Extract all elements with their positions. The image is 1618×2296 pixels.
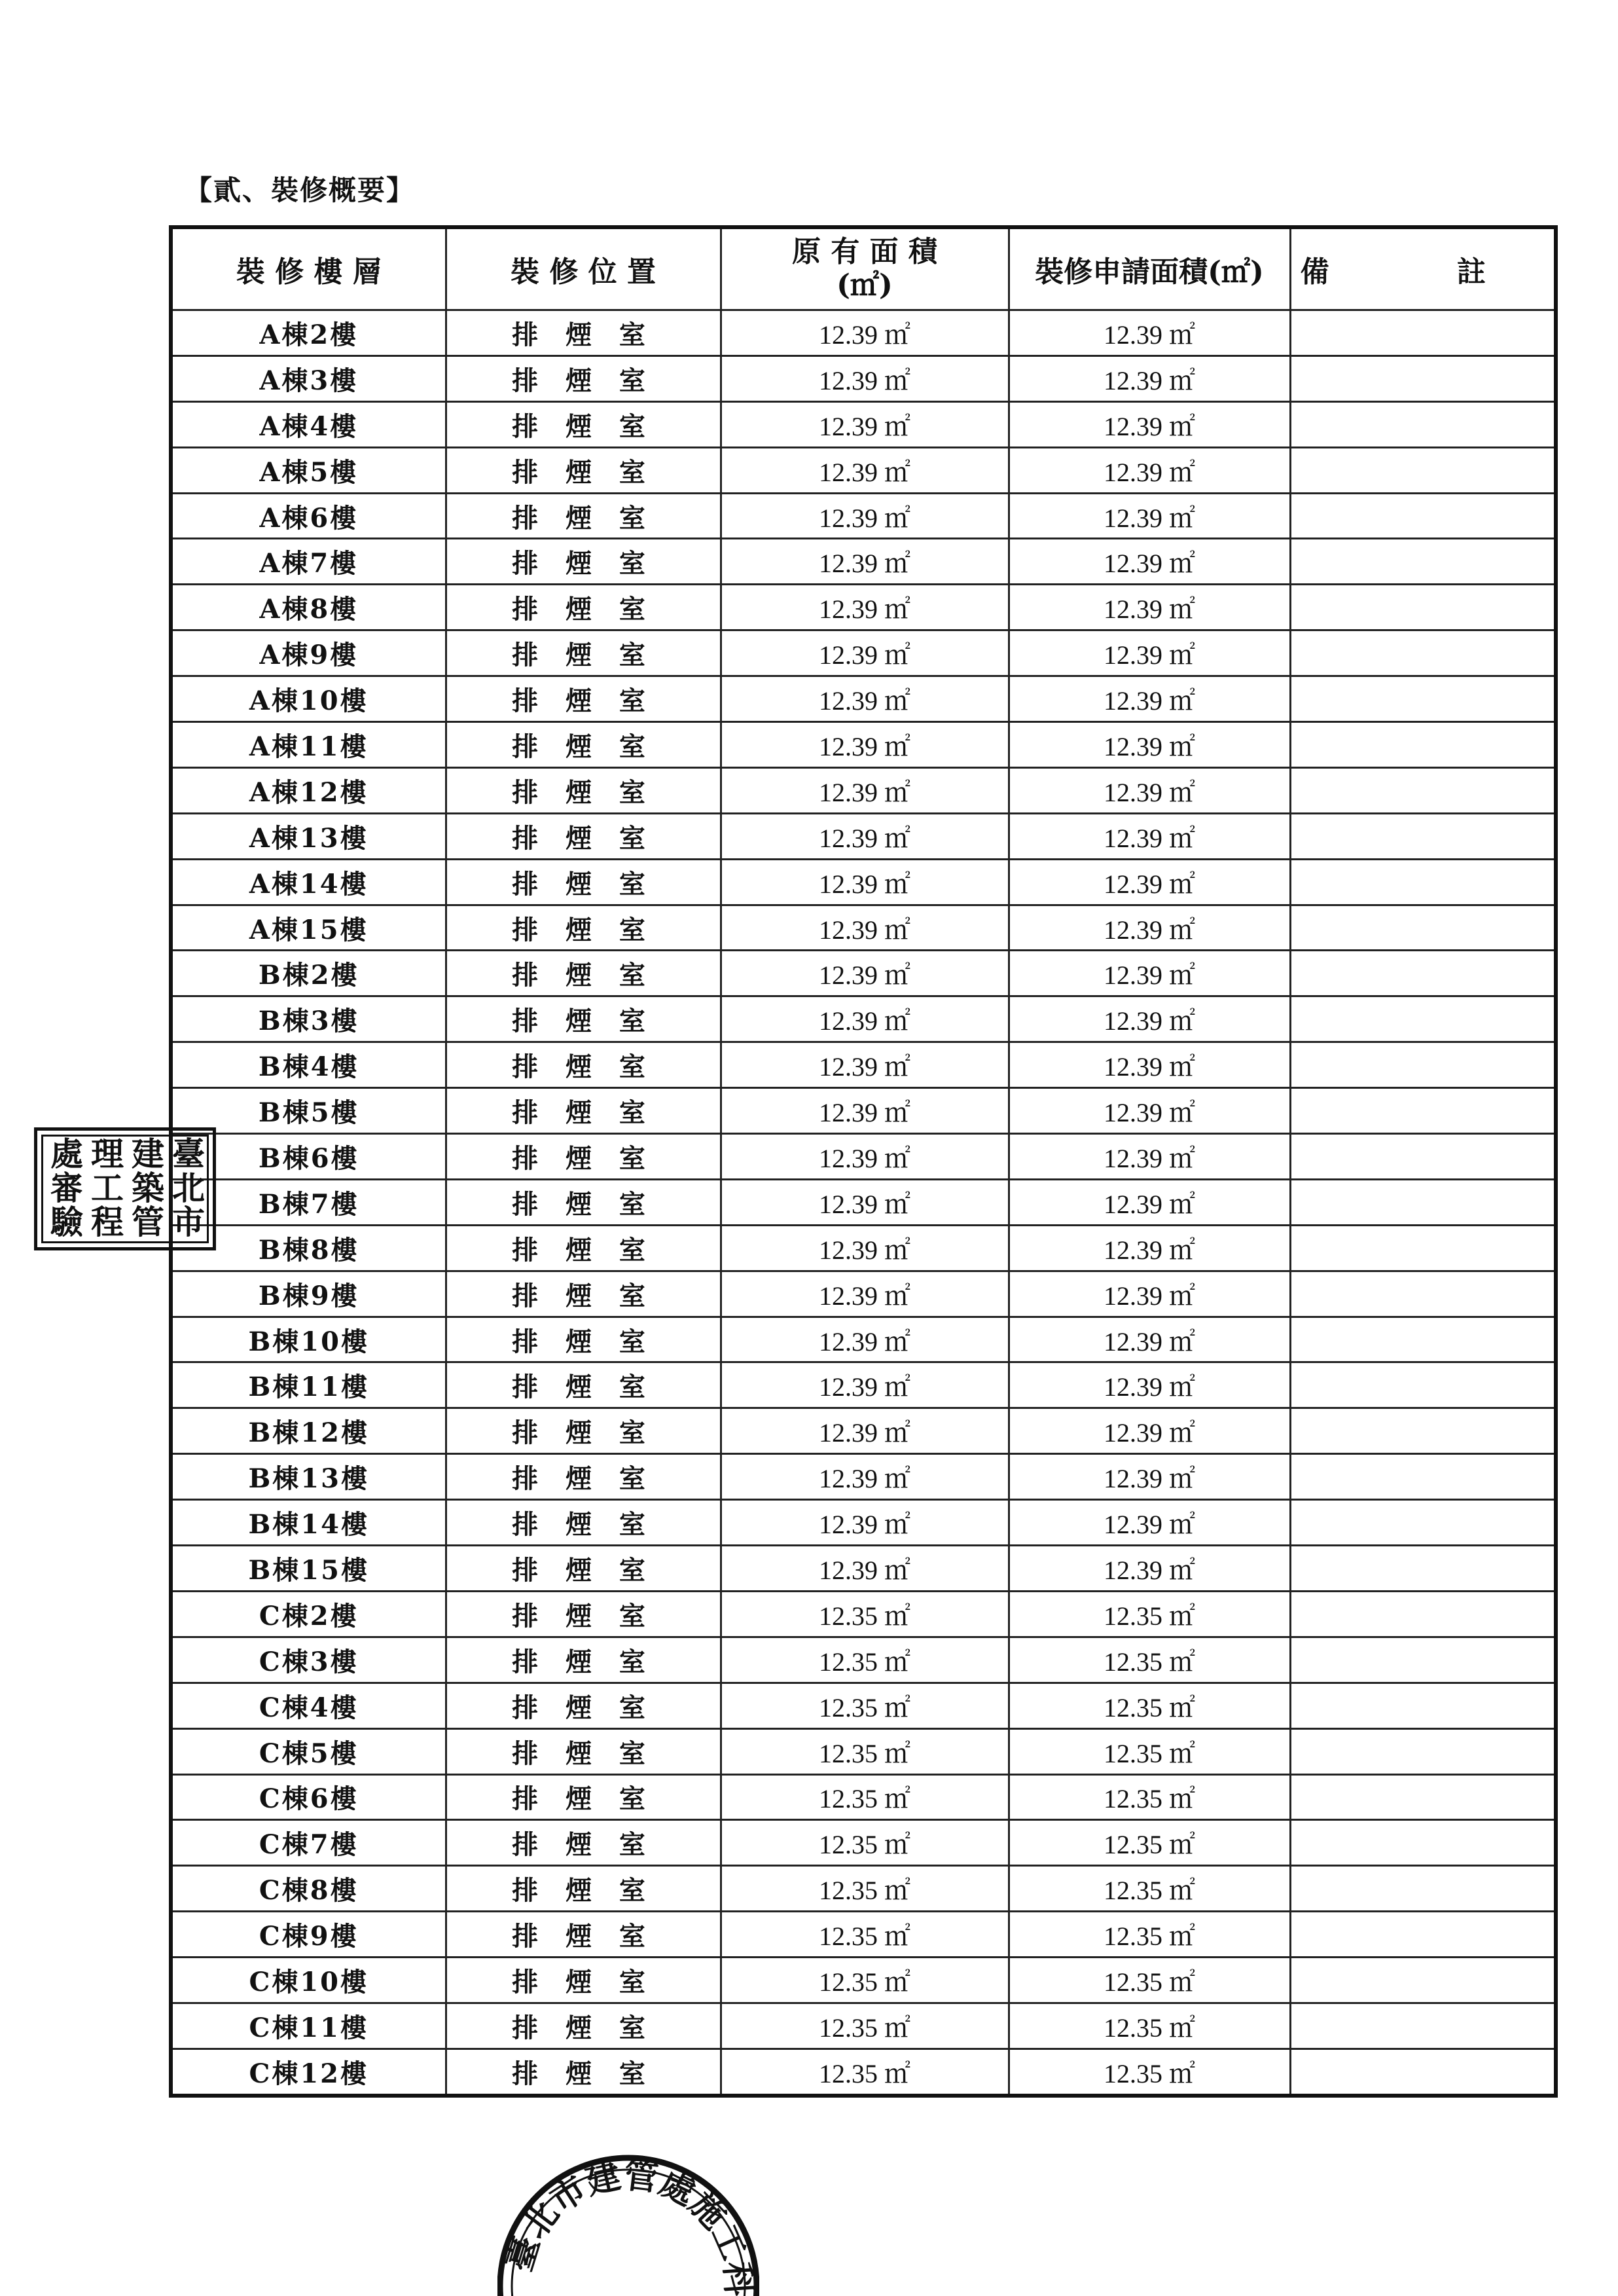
location-cell: 排 煙 室 xyxy=(446,813,721,859)
location-cell: 排 煙 室 xyxy=(446,1591,721,1637)
floor-cell: A棟15樓 xyxy=(171,905,446,951)
floor-cell: B棟11樓 xyxy=(171,1362,446,1408)
table-row xyxy=(171,1820,1556,1866)
floor-cell: B棟4樓 xyxy=(171,1042,446,1088)
original-area-cell: 12.35 ㎡ xyxy=(721,1683,1009,1728)
requested-area-cell: 12.39 ㎡ xyxy=(1009,1408,1290,1454)
floor-cell: C棟6樓 xyxy=(171,1774,446,1820)
header-original-area xyxy=(721,227,1009,310)
remark-cell xyxy=(1290,1454,1556,1500)
table-row xyxy=(171,1958,1556,2003)
original-area-cell: 12.39 ㎡ xyxy=(721,585,1009,630)
table-row xyxy=(171,355,1556,401)
remark-cell xyxy=(1290,1546,1556,1592)
location-cell: 排 煙 室 xyxy=(446,676,721,722)
remark-cell xyxy=(1290,1958,1556,2003)
original-area-cell: 12.35 ㎡ xyxy=(721,1866,1009,1912)
table-row xyxy=(171,1179,1556,1225)
requested-area-cell: 12.35 ㎡ xyxy=(1009,1683,1290,1728)
location-cell: 排 煙 室 xyxy=(446,1637,721,1683)
remark-cell xyxy=(1290,355,1556,401)
remark-cell xyxy=(1290,1042,1556,1088)
table-row xyxy=(171,1134,1556,1180)
remark-cell xyxy=(1290,1134,1556,1180)
table-row xyxy=(171,813,1556,859)
remark-cell xyxy=(1290,1728,1556,1774)
remark-cell xyxy=(1290,1500,1556,1546)
requested-area-cell: 12.39 ㎡ xyxy=(1009,310,1290,356)
location-cell: 排 煙 室 xyxy=(446,722,721,768)
location-cell: 排 煙 室 xyxy=(446,1317,721,1362)
floor-cell: B棟15樓 xyxy=(171,1546,446,1592)
location-cell: 排 煙 室 xyxy=(446,1408,721,1454)
original-area-cell: 12.39 ㎡ xyxy=(721,401,1009,447)
requested-area-cell: 12.39 ㎡ xyxy=(1009,585,1290,630)
floor-cell: C棟5樓 xyxy=(171,1728,446,1774)
floor-cell: B棟7樓 xyxy=(171,1179,446,1225)
requested-area-cell: 12.39 ㎡ xyxy=(1009,447,1290,493)
original-area-cell: 12.39 ㎡ xyxy=(721,539,1009,585)
table-row xyxy=(171,401,1556,447)
location-cell: 排 煙 室 xyxy=(446,2049,721,2096)
floor-cell: C棟9樓 xyxy=(171,1912,446,1958)
requested-area-cell: 12.39 ㎡ xyxy=(1009,905,1290,951)
remark-cell xyxy=(1290,951,1556,996)
location-cell: 排 煙 室 xyxy=(446,1134,721,1180)
original-area-cell: 12.39 ㎡ xyxy=(721,493,1009,539)
original-area-cell: 12.39 ㎡ xyxy=(721,722,1009,768)
floor-cell: A棟11樓 xyxy=(171,722,446,768)
requested-area-cell: 12.39 ㎡ xyxy=(1009,676,1290,722)
remark-cell xyxy=(1290,722,1556,768)
table-row xyxy=(171,859,1556,905)
table-row xyxy=(171,1591,1556,1637)
table-row xyxy=(171,1866,1556,1912)
location-cell: 排 煙 室 xyxy=(446,1774,721,1820)
remark-cell xyxy=(1290,2049,1556,2096)
side-seal-text: 臺北市建築管理工程處審驗 xyxy=(41,1135,209,1243)
requested-area-cell: 12.35 ㎡ xyxy=(1009,1912,1290,1958)
remark-cell xyxy=(1290,539,1556,585)
remark-cell xyxy=(1290,1362,1556,1408)
location-cell: 排 煙 室 xyxy=(446,493,721,539)
original-area-cell: 12.39 ㎡ xyxy=(721,676,1009,722)
location-cell: 排 煙 室 xyxy=(446,1179,721,1225)
floor-cell: B棟12樓 xyxy=(171,1408,446,1454)
requested-area-cell: 12.39 ㎡ xyxy=(1009,1546,1290,1592)
floor-cell: A棟2樓 xyxy=(171,310,446,356)
round-seal-stamp xyxy=(497,2136,759,2296)
remark-cell xyxy=(1290,1225,1556,1271)
requested-area-cell: 12.35 ㎡ xyxy=(1009,1591,1290,1637)
requested-area-cell: 12.39 ㎡ xyxy=(1009,1500,1290,1546)
table-row xyxy=(171,1912,1556,1958)
table-row xyxy=(171,1683,1556,1728)
location-cell: 排 煙 室 xyxy=(446,1271,721,1317)
requested-area-cell: 12.35 ㎡ xyxy=(1009,2049,1290,2096)
original-area-cell: 12.35 ㎡ xyxy=(721,1774,1009,1820)
requested-area-cell: 12.39 ㎡ xyxy=(1009,1088,1290,1134)
floor-cell: B棟2樓 xyxy=(171,951,446,996)
table-row xyxy=(171,1362,1556,1408)
location-cell: 排 煙 室 xyxy=(446,401,721,447)
floor-cell: C棟3樓 xyxy=(171,1637,446,1683)
floor-cell: A棟8樓 xyxy=(171,585,446,630)
table-row xyxy=(171,1408,1556,1454)
location-cell: 排 煙 室 xyxy=(446,585,721,630)
location-cell: 排 煙 室 xyxy=(446,1454,721,1500)
table-row xyxy=(171,676,1556,722)
requested-area-cell: 12.39 ㎡ xyxy=(1009,355,1290,401)
original-area-cell: 12.39 ㎡ xyxy=(721,951,1009,996)
floor-cell: B棟5樓 xyxy=(171,1088,446,1134)
table-row xyxy=(171,1088,1556,1134)
header-location: 裝 修 位 置 xyxy=(446,227,721,310)
original-area-cell: 12.39 ㎡ xyxy=(721,1408,1009,1454)
requested-area-cell: 12.39 ㎡ xyxy=(1009,951,1290,996)
requested-area-cell: 12.39 ㎡ xyxy=(1009,1362,1290,1408)
requested-area-cell: 12.35 ㎡ xyxy=(1009,1774,1290,1820)
table-body xyxy=(171,310,1556,2096)
original-area-cell: 12.35 ㎡ xyxy=(721,1637,1009,1683)
table-row xyxy=(171,905,1556,951)
location-cell: 排 煙 室 xyxy=(446,996,721,1042)
header-original-area-line1: 原 有 面 積 xyxy=(792,235,937,269)
floor-cell: B棟14樓 xyxy=(171,1500,446,1546)
floor-cell: C棟2樓 xyxy=(171,1591,446,1637)
original-area-cell: 12.39 ㎡ xyxy=(721,859,1009,905)
location-cell: 排 煙 室 xyxy=(446,1500,721,1546)
table-row xyxy=(171,767,1556,813)
remark-cell xyxy=(1290,401,1556,447)
requested-area-cell: 12.39 ㎡ xyxy=(1009,767,1290,813)
table-row xyxy=(171,1546,1556,1592)
table-row xyxy=(171,996,1556,1042)
remark-cell xyxy=(1290,493,1556,539)
table-header-row xyxy=(171,227,1556,310)
floor-cell: C棟10樓 xyxy=(171,1958,446,2003)
original-area-cell: 12.39 ㎡ xyxy=(721,447,1009,493)
original-area-cell: 12.35 ㎡ xyxy=(721,2003,1009,2049)
original-area-cell: 12.35 ㎡ xyxy=(721,1728,1009,1774)
remark-cell xyxy=(1290,1591,1556,1637)
original-area-cell: 12.39 ㎡ xyxy=(721,813,1009,859)
floor-cell: A棟10樓 xyxy=(171,676,446,722)
original-area-cell: 12.39 ㎡ xyxy=(721,1088,1009,1134)
header-floor: 裝 修 樓 層 xyxy=(171,227,446,310)
location-cell: 排 煙 室 xyxy=(446,767,721,813)
requested-area-cell: 12.39 ㎡ xyxy=(1009,401,1290,447)
requested-area-cell: 12.39 ㎡ xyxy=(1009,722,1290,768)
remark-cell xyxy=(1290,585,1556,630)
table-row xyxy=(171,539,1556,585)
location-cell: 排 煙 室 xyxy=(446,355,721,401)
floor-cell: C棟7樓 xyxy=(171,1820,446,1866)
original-area-cell: 12.39 ㎡ xyxy=(721,1042,1009,1088)
renovation-summary-table xyxy=(169,225,1558,2098)
table-row xyxy=(171,447,1556,493)
location-cell: 排 煙 室 xyxy=(446,310,721,356)
requested-area-cell: 12.39 ㎡ xyxy=(1009,1179,1290,1225)
table-row xyxy=(171,493,1556,539)
remark-cell xyxy=(1290,2003,1556,2049)
location-cell: 排 煙 室 xyxy=(446,1088,721,1134)
original-area-cell: 12.39 ㎡ xyxy=(721,1362,1009,1408)
table-row xyxy=(171,951,1556,996)
floor-cell: A棟6樓 xyxy=(171,493,446,539)
table-row xyxy=(171,585,1556,630)
remark-cell xyxy=(1290,859,1556,905)
location-cell: 排 煙 室 xyxy=(446,1728,721,1774)
requested-area-cell: 12.39 ㎡ xyxy=(1009,1225,1290,1271)
round-seal-text: 臺北市建管處施工科 xyxy=(499,2155,759,2296)
floor-cell: A棟7樓 xyxy=(171,539,446,585)
remark-cell xyxy=(1290,676,1556,722)
remark-cell xyxy=(1290,630,1556,676)
requested-area-cell: 12.35 ㎡ xyxy=(1009,2003,1290,2049)
table-row xyxy=(171,1271,1556,1317)
table-row xyxy=(171,2049,1556,2096)
floor-cell: C棟11樓 xyxy=(171,2003,446,2049)
section-title: 【貳、裝修概要】 xyxy=(185,174,416,206)
floor-cell: B棟9樓 xyxy=(171,1271,446,1317)
table-row xyxy=(171,722,1556,768)
requested-area-cell: 12.39 ㎡ xyxy=(1009,1317,1290,1362)
original-area-cell: 12.35 ㎡ xyxy=(721,1820,1009,1866)
remark-cell xyxy=(1290,1408,1556,1454)
original-area-cell: 12.39 ㎡ xyxy=(721,1317,1009,1362)
original-area-cell: 12.35 ㎡ xyxy=(721,1912,1009,1958)
remark-cell xyxy=(1290,1912,1556,1958)
floor-cell: A棟14樓 xyxy=(171,859,446,905)
remark-cell xyxy=(1290,447,1556,493)
requested-area-cell: 12.39 ㎡ xyxy=(1009,1271,1290,1317)
original-area-cell: 12.39 ㎡ xyxy=(721,996,1009,1042)
floor-cell: C棟8樓 xyxy=(171,1866,446,1912)
requested-area-cell: 12.35 ㎡ xyxy=(1009,1866,1290,1912)
location-cell: 排 煙 室 xyxy=(446,859,721,905)
requested-area-cell: 12.39 ㎡ xyxy=(1009,1042,1290,1088)
requested-area-cell: 12.39 ㎡ xyxy=(1009,996,1290,1042)
remark-cell xyxy=(1290,1179,1556,1225)
table-row xyxy=(171,1774,1556,1820)
remark-cell xyxy=(1290,1683,1556,1728)
header-original-area-line2: (㎡) xyxy=(836,268,893,302)
requested-area-cell: 12.35 ㎡ xyxy=(1009,1637,1290,1683)
original-area-cell: 12.39 ㎡ xyxy=(721,355,1009,401)
original-area-cell: 12.39 ㎡ xyxy=(721,1179,1009,1225)
location-cell: 排 煙 室 xyxy=(446,447,721,493)
remark-cell xyxy=(1290,905,1556,951)
floor-cell: C棟12樓 xyxy=(171,2049,446,2096)
original-area-cell: 12.35 ㎡ xyxy=(721,1591,1009,1637)
floor-cell: A棟9樓 xyxy=(171,630,446,676)
requested-area-cell: 12.35 ㎡ xyxy=(1009,1728,1290,1774)
original-area-cell: 12.39 ㎡ xyxy=(721,1134,1009,1180)
header-remarks: 備 註 xyxy=(1290,227,1556,310)
table-row xyxy=(171,1042,1556,1088)
location-cell: 排 煙 室 xyxy=(446,1912,721,1958)
original-area-cell: 12.35 ㎡ xyxy=(721,2049,1009,2096)
floor-cell: B棟8樓 xyxy=(171,1225,446,1271)
original-area-cell: 12.35 ㎡ xyxy=(721,1958,1009,2003)
location-cell: 排 煙 室 xyxy=(446,1683,721,1728)
requested-area-cell: 12.39 ㎡ xyxy=(1009,1454,1290,1500)
remark-cell xyxy=(1290,1820,1556,1866)
remark-cell xyxy=(1290,310,1556,356)
location-cell: 排 煙 室 xyxy=(446,1866,721,1912)
requested-area-cell: 12.39 ㎡ xyxy=(1009,859,1290,905)
original-area-cell: 12.39 ㎡ xyxy=(721,630,1009,676)
table-row xyxy=(171,1454,1556,1500)
table-row xyxy=(171,2003,1556,2049)
floor-cell: C棟4樓 xyxy=(171,1683,446,1728)
location-cell: 排 煙 室 xyxy=(446,905,721,951)
requested-area-cell: 12.39 ㎡ xyxy=(1009,1134,1290,1180)
requested-area-cell: 12.35 ㎡ xyxy=(1009,1820,1290,1866)
floor-cell: A棟13樓 xyxy=(171,813,446,859)
remark-cell xyxy=(1290,996,1556,1042)
remark-cell xyxy=(1290,1088,1556,1134)
remark-cell xyxy=(1290,1637,1556,1683)
original-area-cell: 12.39 ㎡ xyxy=(721,905,1009,951)
original-area-cell: 12.39 ㎡ xyxy=(721,1546,1009,1592)
floor-cell: A棟5樓 xyxy=(171,447,446,493)
side-seal-stamp xyxy=(34,1127,216,1250)
location-cell: 排 煙 室 xyxy=(446,1042,721,1088)
remark-cell xyxy=(1290,767,1556,813)
table-row xyxy=(171,1225,1556,1271)
floor-cell: B棟10樓 xyxy=(171,1317,446,1362)
remark-cell xyxy=(1290,1317,1556,1362)
location-cell: 排 煙 室 xyxy=(446,1362,721,1408)
floor-cell: B棟3樓 xyxy=(171,996,446,1042)
remark-cell xyxy=(1290,1271,1556,1317)
remark-cell xyxy=(1290,1866,1556,1912)
location-cell: 排 煙 室 xyxy=(446,951,721,996)
original-area-cell: 12.39 ㎡ xyxy=(721,310,1009,356)
remark-cell xyxy=(1290,813,1556,859)
original-area-cell: 12.39 ㎡ xyxy=(721,767,1009,813)
original-area-cell: 12.39 ㎡ xyxy=(721,1271,1009,1317)
original-area-cell: 12.39 ㎡ xyxy=(721,1225,1009,1271)
requested-area-cell: 12.39 ㎡ xyxy=(1009,539,1290,585)
floor-cell: A棟12樓 xyxy=(171,767,446,813)
location-cell: 排 煙 室 xyxy=(446,539,721,585)
location-cell: 排 煙 室 xyxy=(446,2003,721,2049)
location-cell: 排 煙 室 xyxy=(446,1225,721,1271)
header-requested-area: 裝修申請面積(㎡) xyxy=(1009,227,1290,310)
location-cell: 排 煙 室 xyxy=(446,1958,721,2003)
requested-area-cell: 12.39 ㎡ xyxy=(1009,493,1290,539)
location-cell: 排 煙 室 xyxy=(446,630,721,676)
table-row xyxy=(171,630,1556,676)
table-row xyxy=(171,310,1556,356)
location-cell: 排 煙 室 xyxy=(446,1546,721,1592)
original-area-cell: 12.39 ㎡ xyxy=(721,1500,1009,1546)
requested-area-cell: 12.35 ㎡ xyxy=(1009,1958,1290,2003)
floor-cell: B棟13樓 xyxy=(171,1454,446,1500)
original-area-cell: 12.39 ㎡ xyxy=(721,1454,1009,1500)
location-cell: 排 煙 室 xyxy=(446,1820,721,1866)
table-row xyxy=(171,1637,1556,1683)
requested-area-cell: 12.39 ㎡ xyxy=(1009,630,1290,676)
floor-cell: B棟6樓 xyxy=(171,1134,446,1180)
requested-area-cell: 12.39 ㎡ xyxy=(1009,813,1290,859)
floor-cell: A棟4樓 xyxy=(171,401,446,447)
floor-cell: A棟3樓 xyxy=(171,355,446,401)
table-row xyxy=(171,1728,1556,1774)
remark-cell xyxy=(1290,1774,1556,1820)
table-row xyxy=(171,1317,1556,1362)
table-row xyxy=(171,1500,1556,1546)
